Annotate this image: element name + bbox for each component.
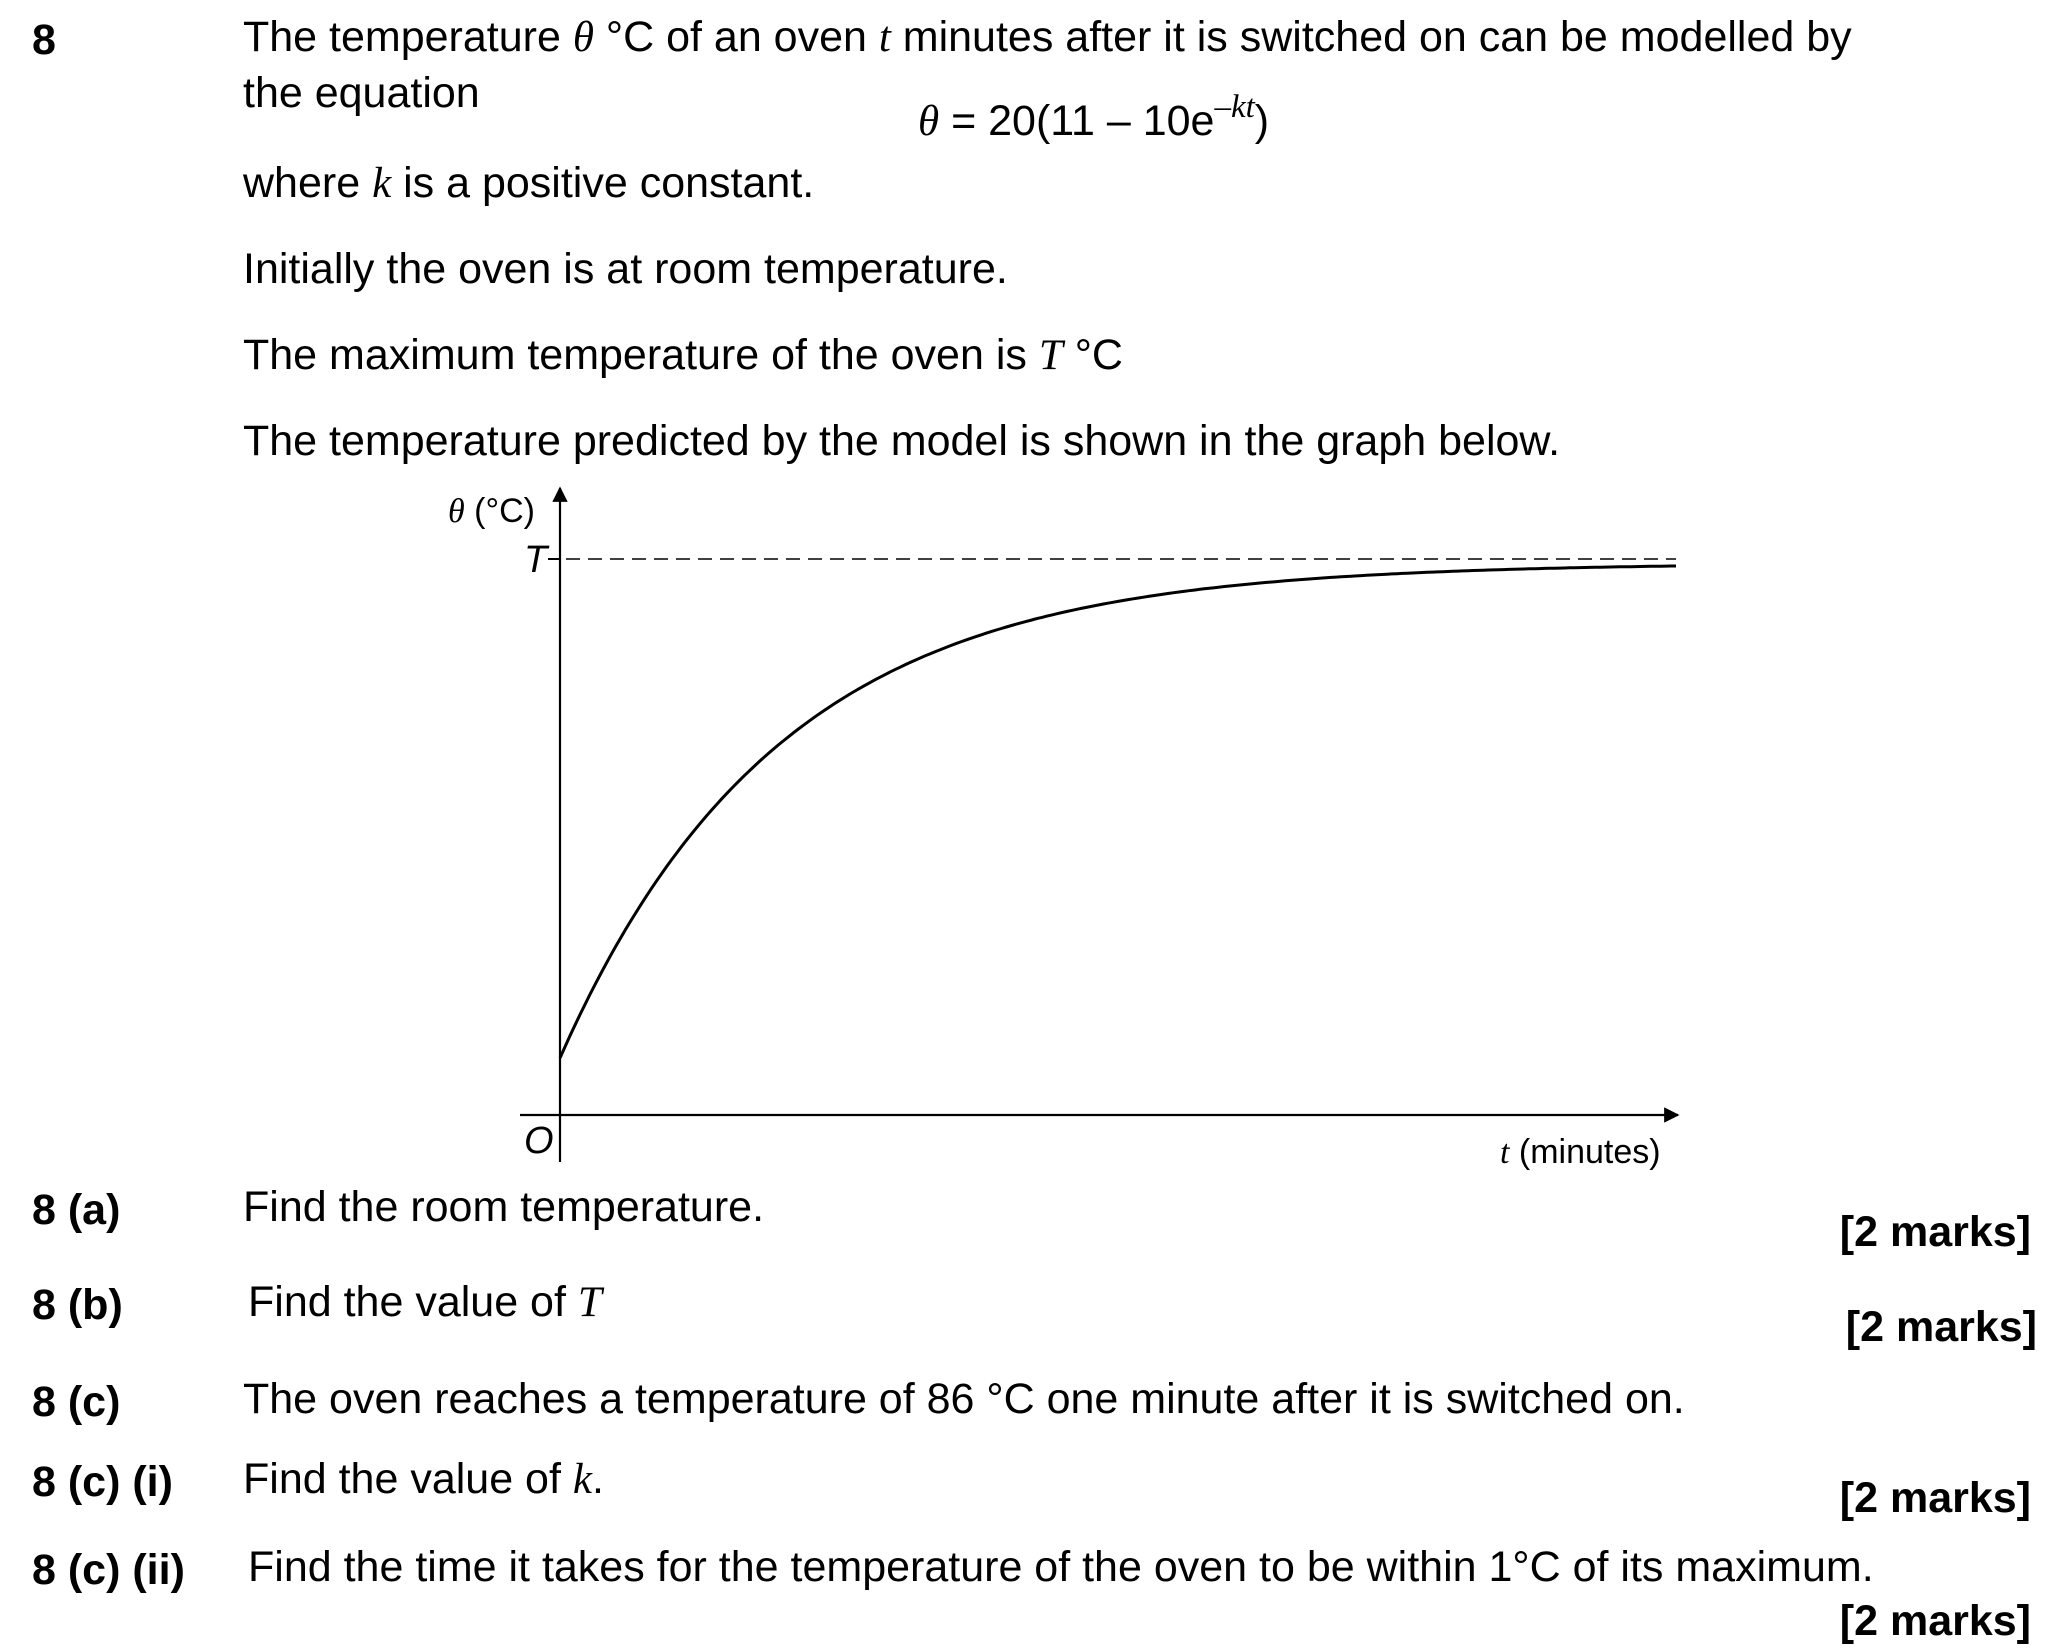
part-label: 8 (b) (32, 1281, 123, 1329)
equation-end: ) (1254, 97, 1270, 145)
equation-exponent: –kt (1214, 89, 1255, 125)
part-text-a: Find the value of (243, 1455, 573, 1503)
T-symbol: T (1038, 332, 1063, 379)
where-text: where (243, 159, 373, 207)
max-text: The maximum temperature of the oven is (243, 331, 1039, 379)
intro-text: °C of an oven (593, 13, 879, 61)
intro-line-2: the equation (243, 69, 480, 117)
max-text: °C (1062, 331, 1123, 379)
x-axis-unit: (minutes) (1509, 1133, 1661, 1171)
part-label: 8 (c) (32, 1378, 121, 1426)
x-axis-t: t (1500, 1134, 1510, 1171)
marks-label: [2 marks] (1845, 1303, 2037, 1351)
y-axis-unit: (°C) (464, 492, 535, 530)
marks-label: [2 marks] (1839, 1597, 2031, 1645)
origin-label: O (524, 1120, 554, 1162)
initially-line: Initially the oven is at room temperature. (243, 245, 1008, 293)
part-text (248, 1278, 602, 1326)
y-axis-label (448, 492, 535, 530)
part-label: 8 (c) (i) (32, 1458, 173, 1506)
x-axis-label (1500, 1133, 1661, 1171)
intro-text: The temperature (243, 13, 573, 61)
y-tick-label: T (524, 539, 548, 581)
where-text: is a positive constant. (391, 159, 815, 207)
part-label: 8 (c) (ii) (32, 1546, 185, 1594)
graph-intro-line: The temperature predicted by the model is shown in the graph below. (243, 417, 1561, 465)
part-text-b: . (591, 1455, 604, 1503)
k-symbol: k (372, 160, 392, 207)
part-text: The oven reaches a temperature of 86 °C one minute after it is switched on. (243, 1375, 1685, 1423)
t-symbol: t (878, 14, 891, 61)
part-text (243, 1183, 765, 1231)
marks-label: [2 marks] (1839, 1474, 2031, 1522)
y-axis-theta: θ (448, 493, 465, 530)
part-text-a: Find the value of (248, 1278, 578, 1326)
part-math: k (572, 1456, 592, 1503)
marks-label: [2 marks] (1839, 1208, 2031, 1256)
equation-lhs: θ (918, 98, 940, 145)
part-text-a: Find the room temperature. (243, 1183, 765, 1231)
part-math: T (577, 1279, 602, 1326)
theta-symbol: θ (572, 14, 594, 61)
part-text (243, 1455, 604, 1503)
temperature-curve (560, 566, 1676, 1058)
part-text: Find the time it takes for the temperature of the oven to be within 1°C of its maximum. (248, 1543, 1874, 1591)
part-label: 8 (a) (32, 1186, 121, 1234)
equation-body: = 20(11 – 10e (939, 97, 1215, 145)
intro-text: minutes after it is switched on can be modelled by (890, 13, 1852, 61)
question-number: 8 (32, 16, 56, 64)
